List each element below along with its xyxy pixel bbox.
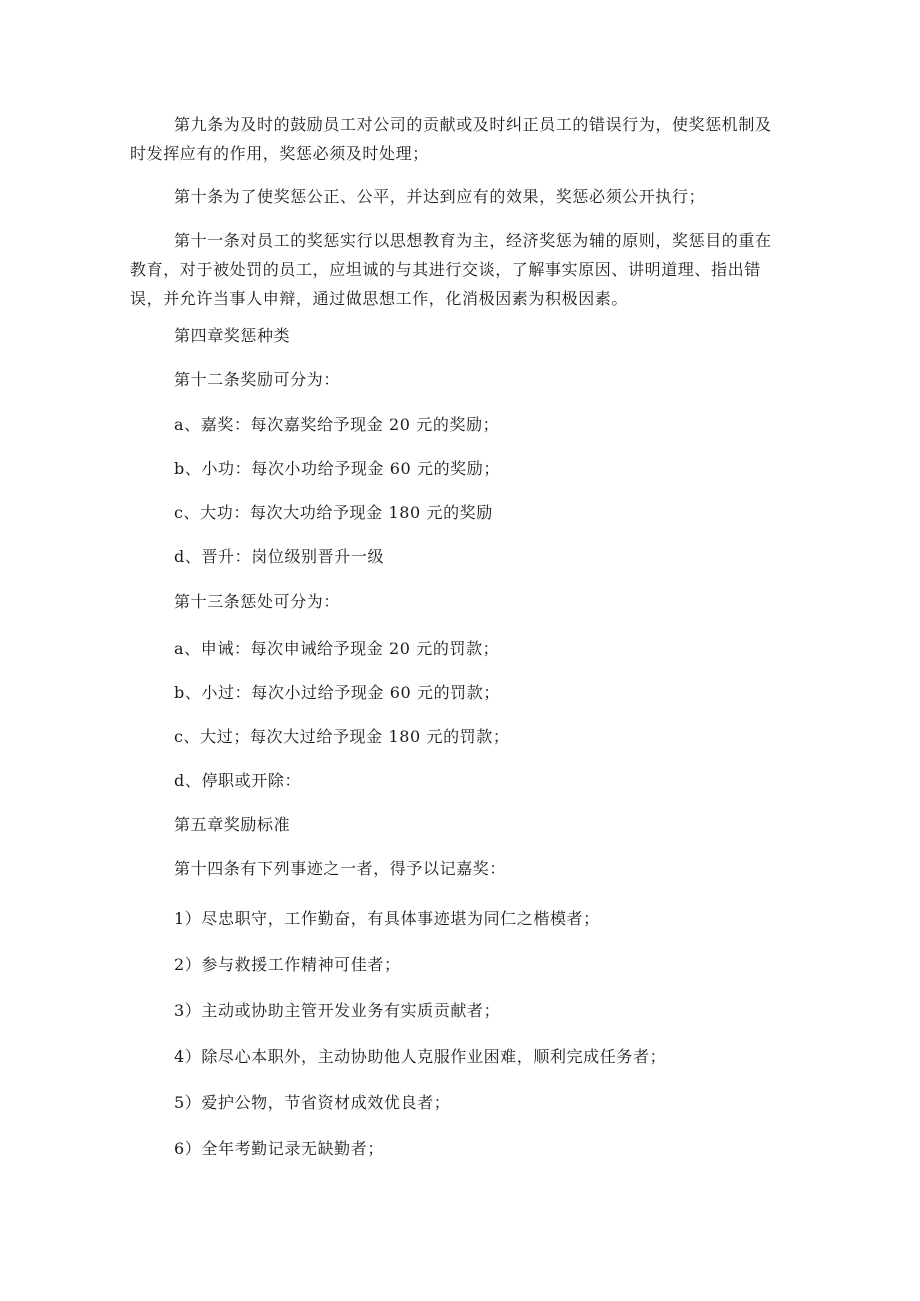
commendation-item: 3）主动或协助主管开发业务有实质贡献者；	[174, 1001, 501, 1020]
article-11-line-3: 误，并允许当事人申辩，通过做思想工作，化消极因素为积极因素。	[130, 289, 629, 308]
article-11-paragraph	[130, 226, 790, 313]
commendation-item: 6）全年考勤记录无缺勤者；	[174, 1139, 384, 1158]
penalty-item: d、停职或开除：	[174, 771, 302, 790]
penalty-item: a、申诫：每次申诫给予现金 20 元的罚款；	[174, 639, 500, 658]
reward-item: b、小功：每次小功给予现金 60 元的奖励；	[174, 459, 500, 478]
article-13-paragraph: 第十三条惩处可分为：	[174, 592, 341, 611]
commendation-item: 4）除尽心本职外，主动协助他人克服作业困难，顺利完成任务者；	[174, 1047, 667, 1066]
penalty-item: c、大过；每次大过给予现金 180 元的罚款；	[174, 727, 510, 746]
penalty-item: b、小过：每次小过给予现金 60 元的罚款；	[174, 683, 500, 702]
commendation-item: 5）爱护公物，节省资材成效优良者；	[174, 1093, 451, 1112]
article-11-line-2: 教育，对于被处罚的员工，应坦诚的与其进行交谈，了解事实原因、讲明道理、指出错	[130, 260, 761, 279]
article-12-paragraph: 第十二条奖励可分为：	[174, 370, 341, 389]
article-14-paragraph: 第十四条有下列事迹之一者，得予以记嘉奖：	[174, 859, 507, 878]
article-9-paragraph	[130, 110, 790, 168]
article-10-paragraph: 第十条为了使奖惩公正、公平，并达到应有的效果，奖惩必须公开执行；	[174, 187, 706, 206]
chapter-5-heading: 第五章奖励标准	[174, 815, 291, 834]
commendation-item: 2）参与救援工作精神可佳者；	[174, 955, 401, 974]
reward-item: c、大功：每次大功给予现金 180 元的奖励	[174, 503, 493, 522]
chapter-4-heading: 第四章奖惩种类	[174, 326, 291, 345]
commendation-item: 1）尽忠职守，工作勤奋，有具体事迹堪为同仁之楷模者；	[174, 909, 600, 928]
article-9-line-1: 第九条为及时的鼓励员工对公司的贡献或及时纠正员工的错误行为，使奖惩机制及	[174, 115, 772, 134]
reward-item: a、嘉奖：每次嘉奖给予现金 20 元的奖励；	[174, 415, 500, 434]
article-11-line-1: 第十一条对员工的奖惩实行以思想教育为主，经济奖惩为辅的原则，奖惩目的重在	[174, 231, 772, 250]
reward-item: d、晋升：岗位级别晋升一级	[174, 547, 385, 566]
article-9-line-2: 时发挥应有的作用，奖惩必须及时处理；	[130, 144, 429, 163]
